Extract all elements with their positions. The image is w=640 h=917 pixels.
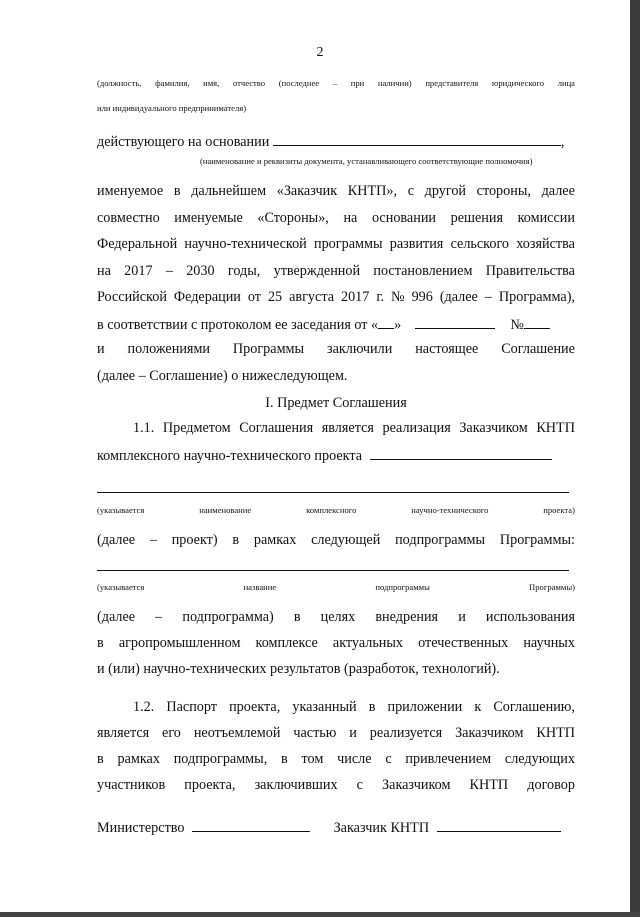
word: (указывается bbox=[97, 505, 145, 515]
protocol-number-sign: № bbox=[510, 317, 524, 333]
header-note-line2: или индивидуального предпринимателя) bbox=[97, 103, 247, 113]
word: положениями bbox=[127, 341, 211, 357]
word: именуемое bbox=[97, 183, 164, 199]
word: Предметом bbox=[162, 420, 231, 436]
word: при bbox=[350, 78, 365, 88]
p12-line-4 bbox=[97, 777, 575, 794]
p11-line-1 bbox=[133, 420, 575, 437]
word: и bbox=[97, 341, 105, 357]
ministry-signature-blank[interactable] bbox=[192, 818, 310, 832]
word: 1.2. bbox=[133, 699, 155, 715]
word: подпрограммы bbox=[375, 582, 430, 592]
word: – bbox=[165, 263, 173, 279]
word: комиссии bbox=[517, 210, 575, 226]
word: является bbox=[321, 420, 374, 436]
body-line-5 bbox=[97, 289, 575, 306]
word: отчество bbox=[232, 78, 266, 88]
word: научно-технической bbox=[184, 236, 307, 252]
word: другой bbox=[424, 183, 467, 199]
word: договор bbox=[527, 777, 575, 793]
project-name-rule[interactable] bbox=[97, 492, 569, 493]
p11-line-2 bbox=[97, 446, 575, 465]
project-name-blank[interactable] bbox=[370, 446, 552, 460]
word: Программа), bbox=[498, 289, 575, 305]
body-line-2 bbox=[97, 210, 575, 227]
p-next2-line-1 bbox=[97, 609, 575, 626]
customer-signature-blank[interactable] bbox=[437, 818, 561, 832]
word: в bbox=[97, 635, 104, 651]
word: комплексе bbox=[255, 635, 318, 651]
word: участников bbox=[97, 777, 166, 793]
protocol-day-blank[interactable] bbox=[378, 315, 394, 329]
subprogram-rule[interactable] bbox=[97, 570, 569, 571]
word: Заказчиком bbox=[455, 725, 524, 741]
body-line-3 bbox=[97, 236, 575, 253]
word: Программы: bbox=[499, 532, 575, 548]
header-note-line1 bbox=[97, 78, 575, 88]
word: Федерации bbox=[173, 289, 241, 305]
word: Соглашения bbox=[239, 420, 314, 436]
word: проекта) bbox=[543, 505, 575, 515]
word: – bbox=[332, 78, 338, 88]
word: следующих bbox=[504, 751, 575, 767]
word: КНТП», bbox=[347, 183, 398, 199]
word: в bbox=[173, 183, 181, 199]
word: Программы) bbox=[529, 582, 575, 592]
basis-blank[interactable] bbox=[273, 132, 561, 146]
word: следующей bbox=[311, 532, 381, 548]
word: реализация bbox=[382, 420, 451, 436]
word: 2030 bbox=[186, 263, 215, 279]
word: Соглашению, bbox=[493, 699, 575, 715]
word: 2017 bbox=[340, 289, 370, 305]
word: – bbox=[149, 532, 157, 548]
p12-line-2 bbox=[97, 725, 575, 742]
word: (последнее bbox=[278, 78, 320, 88]
subprogram-hint bbox=[97, 582, 575, 592]
protocol-text: в соответствии с протоколом ее заседания от « bbox=[97, 317, 379, 333]
word: Заказчиком bbox=[459, 420, 528, 436]
word: рамках bbox=[253, 532, 297, 548]
word: сельского bbox=[450, 236, 510, 252]
word: частью bbox=[293, 725, 337, 741]
word: подпрограмма) bbox=[182, 609, 274, 625]
word: заключивших bbox=[254, 777, 338, 793]
word: наличии) bbox=[377, 78, 412, 88]
word: Правительства bbox=[485, 263, 575, 279]
word: приложении bbox=[387, 699, 463, 715]
word: Федеральной bbox=[97, 236, 178, 252]
word: августа bbox=[289, 289, 334, 305]
word: заключили bbox=[326, 341, 393, 357]
word: на bbox=[343, 210, 358, 226]
word: в bbox=[281, 751, 288, 767]
word: является bbox=[97, 725, 150, 741]
word: «Стороны», bbox=[257, 210, 329, 226]
word: постановлением bbox=[373, 263, 473, 279]
word: научных bbox=[523, 635, 575, 651]
word: на bbox=[97, 263, 111, 279]
word: привлечением bbox=[405, 751, 492, 767]
word: дальнейшем bbox=[191, 183, 267, 199]
word: и bbox=[458, 609, 466, 625]
word: годы, bbox=[227, 263, 261, 279]
word: – bbox=[155, 609, 163, 625]
word: комплексного bbox=[306, 505, 357, 515]
word: КНТП bbox=[536, 420, 575, 436]
word: КНТП bbox=[469, 777, 509, 793]
word: настоящее bbox=[415, 341, 479, 357]
footer-signatures bbox=[97, 818, 575, 837]
p12-line-1 bbox=[133, 699, 575, 716]
p-next1-line bbox=[97, 532, 575, 549]
word: с bbox=[385, 751, 392, 767]
word: 25 bbox=[267, 289, 283, 305]
word: рамках bbox=[117, 751, 160, 767]
word: от bbox=[247, 289, 261, 305]
p12-line-3 bbox=[97, 751, 575, 768]
scan-edge-bottom bbox=[0, 912, 640, 917]
page-number: 2 bbox=[316, 45, 324, 60]
word: 996 bbox=[411, 289, 433, 305]
p-next2-line-3: и (или) научно-технических результатов (разработок, технологий). bbox=[97, 661, 500, 677]
word: целях bbox=[320, 609, 356, 625]
word: фамилия, bbox=[155, 78, 190, 88]
word: КНТП bbox=[536, 725, 575, 741]
word: № bbox=[391, 289, 405, 305]
word: использования bbox=[485, 609, 575, 625]
word: – bbox=[484, 289, 492, 305]
word: внедрения bbox=[375, 609, 439, 625]
basis-label: действующего на основании bbox=[97, 134, 270, 150]
word: числе bbox=[337, 751, 372, 767]
word: Российской bbox=[97, 289, 167, 305]
word: отечественных bbox=[418, 635, 509, 651]
word: г. bbox=[376, 289, 385, 305]
word: 2017 bbox=[124, 263, 153, 279]
p11-project-label: комплексного научно-технического проекта bbox=[97, 448, 363, 464]
word: его bbox=[162, 725, 181, 741]
word: (должность, bbox=[97, 78, 142, 88]
word: совместно bbox=[97, 210, 160, 226]
word: основании bbox=[371, 210, 437, 226]
word: научно-технического bbox=[411, 505, 489, 515]
word: имя, bbox=[203, 78, 220, 88]
word: далее bbox=[541, 183, 575, 199]
word: развития bbox=[389, 236, 444, 252]
word: именуемые bbox=[174, 210, 243, 226]
word: название bbox=[243, 582, 277, 592]
word: реализуется bbox=[369, 725, 443, 741]
word: Заказчиком bbox=[382, 777, 451, 793]
word: стороны, bbox=[476, 183, 531, 199]
word: представителя bbox=[425, 78, 479, 88]
word: в bbox=[368, 699, 376, 715]
word: решения bbox=[450, 210, 503, 226]
word: подпрограммы, bbox=[173, 751, 268, 767]
ministry-label: Министерство bbox=[97, 820, 185, 836]
body-line-7 bbox=[97, 341, 575, 358]
word: проекта, bbox=[229, 699, 281, 715]
word: проекта, bbox=[184, 777, 236, 793]
p-next2-line-2 bbox=[97, 635, 575, 652]
word: лица bbox=[557, 78, 575, 88]
customer-label: Заказчик КНТП bbox=[333, 820, 430, 836]
basis-trail: , bbox=[560, 134, 565, 150]
word: Паспорт bbox=[166, 699, 217, 715]
word: в bbox=[232, 532, 240, 548]
body-line-1 bbox=[97, 183, 575, 200]
word: с bbox=[356, 777, 363, 793]
basis-hint: (наименование и реквизиты документа, устанавливающего соответствующие полномочия) bbox=[200, 156, 533, 166]
word: проект) bbox=[171, 532, 218, 548]
protocol-date-blank[interactable] bbox=[415, 315, 495, 329]
word: юридического bbox=[491, 78, 545, 88]
word: наименование bbox=[199, 505, 252, 515]
word: в bbox=[97, 751, 104, 767]
word: (далее bbox=[97, 609, 136, 625]
scan-edge-right bbox=[630, 0, 640, 917]
body-line-8: (далее – Соглашение) о нижеследующем. bbox=[97, 368, 348, 384]
word: «Заказчик bbox=[276, 183, 338, 199]
word: подпрограммы bbox=[395, 532, 486, 548]
word: с bbox=[407, 183, 414, 199]
word: (далее bbox=[439, 289, 478, 305]
protocol-quote-close: » bbox=[394, 317, 402, 333]
body-line-6 bbox=[97, 315, 575, 334]
basis-line bbox=[97, 132, 575, 151]
word: и bbox=[349, 725, 357, 741]
word: актуальных bbox=[332, 635, 404, 651]
word: утвержденной bbox=[273, 263, 361, 279]
word: Соглашение bbox=[501, 341, 575, 357]
project-hint bbox=[97, 505, 575, 515]
word: к bbox=[474, 699, 482, 715]
word: Программы bbox=[232, 341, 305, 357]
section-title: I. Предмет Соглашения bbox=[265, 395, 407, 411]
word: том bbox=[301, 751, 324, 767]
word: хозяйства bbox=[516, 236, 575, 252]
word: 1.1. bbox=[133, 420, 155, 436]
word: (далее bbox=[97, 532, 136, 548]
word: указанный bbox=[292, 699, 357, 715]
word: агропромышленном bbox=[118, 635, 241, 651]
word: неотъемлемой bbox=[193, 725, 281, 741]
protocol-number-blank[interactable] bbox=[524, 315, 550, 329]
word: (указывается bbox=[97, 582, 145, 592]
word: в bbox=[293, 609, 301, 625]
word: программы bbox=[314, 236, 383, 252]
body-line-4 bbox=[97, 263, 575, 280]
